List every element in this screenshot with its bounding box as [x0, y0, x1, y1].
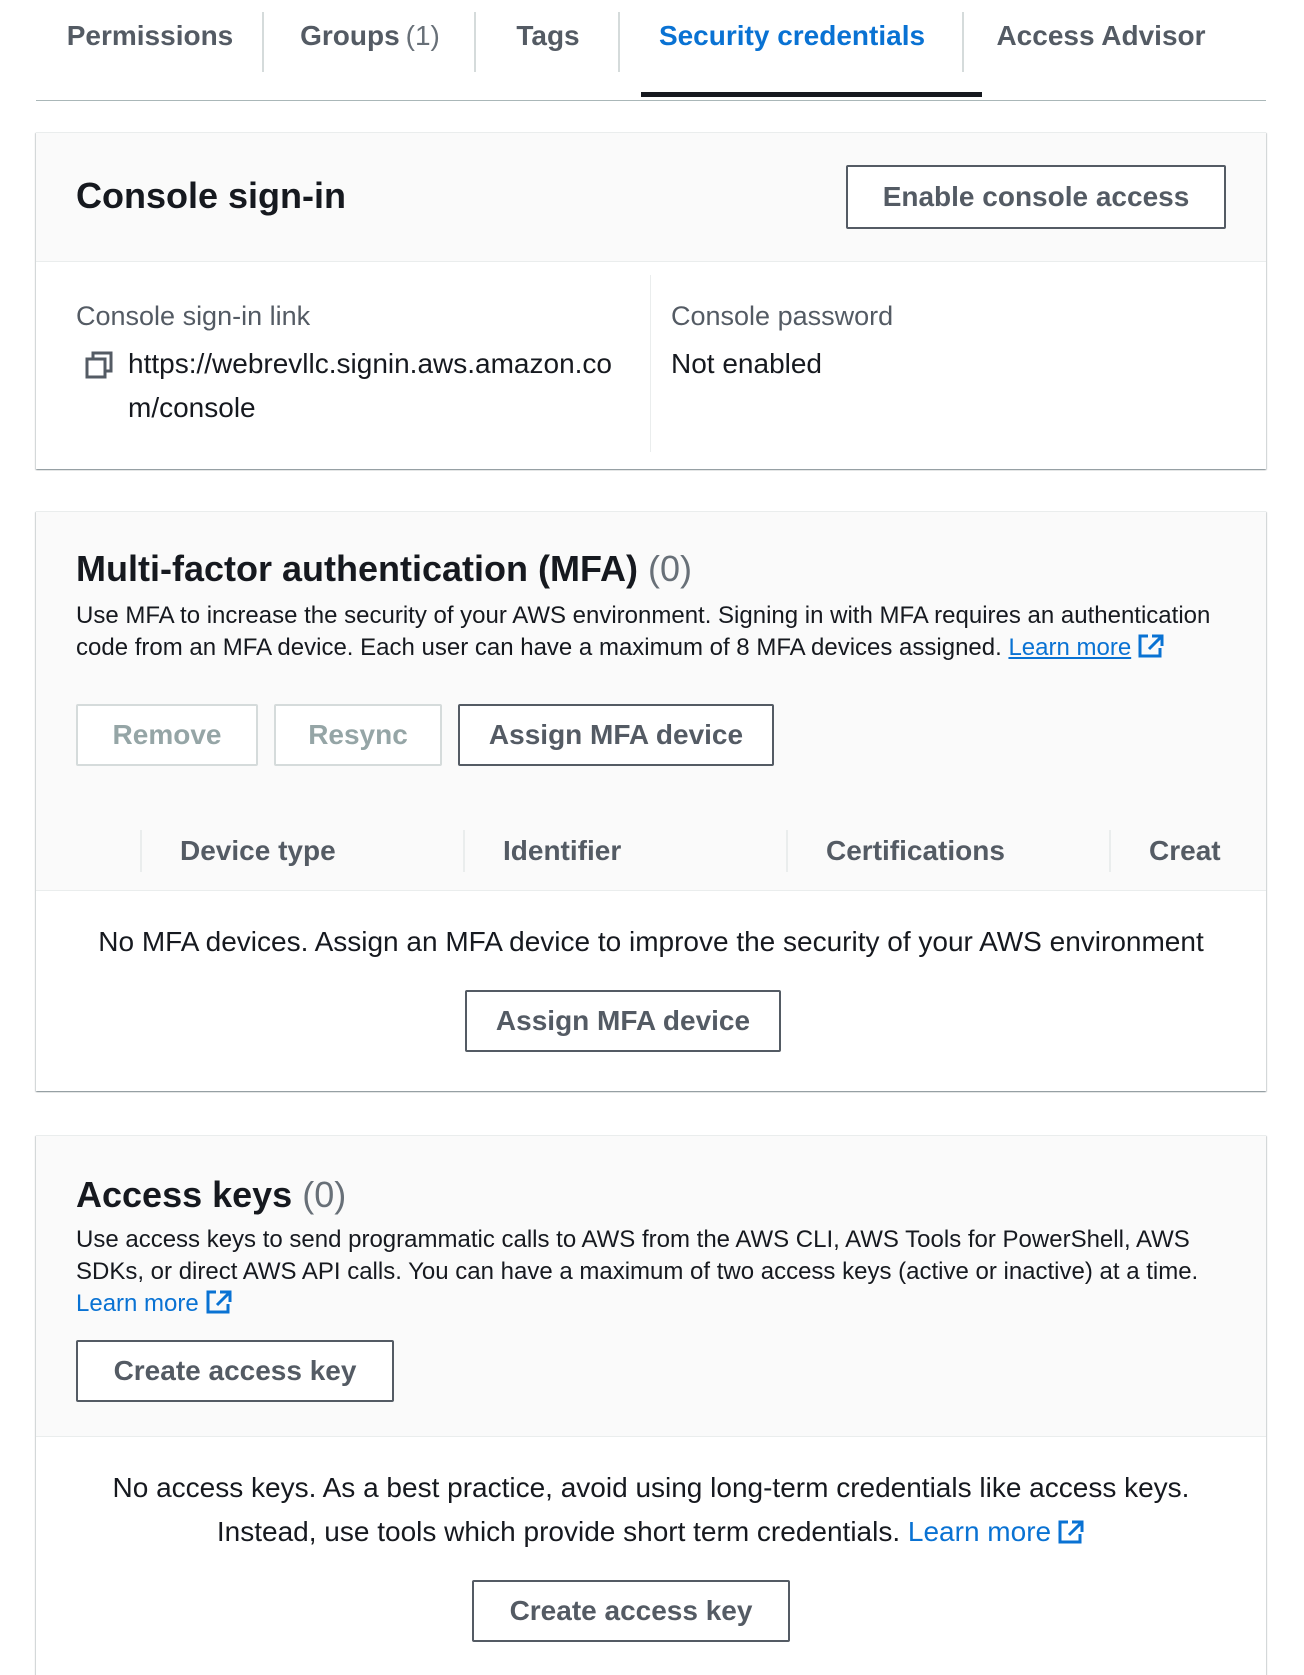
- copy-icon[interactable]: [84, 350, 114, 385]
- column-separator: [1109, 830, 1111, 872]
- mfa-learn-more-link[interactable]: [1008, 634, 1165, 661]
- active-tab-indicator: [641, 92, 982, 97]
- tab-tags[interactable]: [476, 0, 620, 86]
- tab-bar: [36, 0, 1266, 101]
- column-header-identifier[interactable]: Identifier: [503, 835, 622, 866]
- external-link-icon: [1057, 1514, 1085, 1558]
- panel-header: [36, 512, 1266, 813]
- column-separator: [140, 830, 142, 872]
- create-access-key-button[interactable]: Create access key: [76, 1340, 394, 1402]
- console-sign-in-panel: [36, 132, 1266, 469]
- sign-in-link-value[interactable]: https://webrevllc.signin.aws.amazon.com/console: [128, 348, 612, 423]
- assign-mfa-device-empty-button[interactable]: Assign MFA device: [465, 990, 781, 1052]
- tab-groups[interactable]: [264, 0, 476, 86]
- sign-in-link-label: Console sign-in link: [76, 301, 311, 331]
- console-password-value: Not enabled: [671, 348, 823, 379]
- tab-label: Access Advisor: [996, 20, 1206, 51]
- access-keys-title: Access keys: [76, 1174, 293, 1215]
- enable-console-access-button[interactable]: Enable console access: [846, 165, 1226, 229]
- tab-label: Groups: [300, 20, 400, 51]
- empty-message-line-2-text: Instead, use tools which provide short term credentials.: [216, 1516, 901, 1547]
- tab-security-credentials[interactable]: [620, 0, 964, 86]
- learn-more-label: Learn more: [76, 1290, 199, 1317]
- external-link-icon: [205, 1289, 233, 1324]
- access-keys-count: (0): [302, 1174, 347, 1215]
- column-header-certifications[interactable]: Certifications: [826, 835, 1005, 866]
- assign-mfa-device-button[interactable]: Assign MFA device: [458, 704, 774, 766]
- column-header-device-type[interactable]: Device type: [180, 835, 336, 866]
- access-keys-empty-message: [36, 1466, 1266, 1558]
- mfa-table-header: [36, 812, 1266, 891]
- tab-access-advisor[interactable]: [964, 0, 1238, 86]
- tab-label: Security credentials: [658, 20, 926, 51]
- panel-header: [36, 133, 1266, 262]
- column-divider: [650, 275, 651, 452]
- column-separator: [786, 830, 788, 872]
- console-password-column: [671, 301, 893, 386]
- tab-label: Tags: [516, 20, 580, 51]
- access-keys-panel: [36, 1135, 1266, 1675]
- column-separator: [463, 830, 465, 872]
- access-keys-description-text: Use access keys to send programmatic calls to AWS from the AWS CLI, AWS Tools for PowerShell, AWS SDKs, or direct AWS API calls. You can have a maximum of two access keys (active or inactive) at a time.: [76, 1226, 1199, 1285]
- sign-in-link-column: [76, 301, 636, 430]
- panel-title: [76, 1174, 346, 1216]
- tab-label: Permissions: [66, 20, 234, 51]
- panel-title: [76, 548, 692, 590]
- remove-mfa-button[interactable]: Remove: [76, 704, 258, 766]
- mfa-title: Multi-factor authentication (MFA): [76, 548, 638, 589]
- resync-mfa-button[interactable]: Resync: [274, 704, 442, 766]
- tab-count: (1): [405, 20, 440, 51]
- access-keys-learn-more-link[interactable]: [76, 1290, 233, 1317]
- sign-in-link-row: [76, 342, 628, 430]
- external-link-icon: [1137, 633, 1165, 668]
- mfa-panel: [36, 511, 1266, 1091]
- empty-learn-more-link[interactable]: [908, 1516, 1085, 1547]
- mfa-count: (0): [647, 548, 692, 589]
- panel-header: [36, 1136, 1266, 1437]
- mfa-empty-message: No MFA devices. Assign an MFA device to improve the security of your AWS environment: [98, 926, 1204, 957]
- learn-more-label: Learn more: [1008, 634, 1132, 661]
- empty-message-line-2: [36, 1510, 1266, 1558]
- create-access-key-empty-button[interactable]: Create access key: [472, 1580, 790, 1642]
- mfa-description-text: Use MFA to increase the security of your AWS environment. Signing in with MFA requires an authentication code from an MFA device. Each user can have a maximum of 8 MFA devices assigned.: [76, 602, 1211, 661]
- access-keys-description: [76, 1224, 1236, 1324]
- learn-more-label: Learn more: [907, 1516, 1052, 1547]
- empty-message-line-1: No access keys. As a best practice, avoid using long-term credentials like access keys.: [112, 1472, 1190, 1503]
- mfa-description: [76, 600, 1236, 668]
- panel-title: Console sign-in: [76, 175, 346, 216]
- tab-permissions[interactable]: [36, 0, 264, 86]
- column-header-created[interactable]: Creat: [1149, 835, 1221, 866]
- console-password-label: Console password: [671, 301, 894, 331]
